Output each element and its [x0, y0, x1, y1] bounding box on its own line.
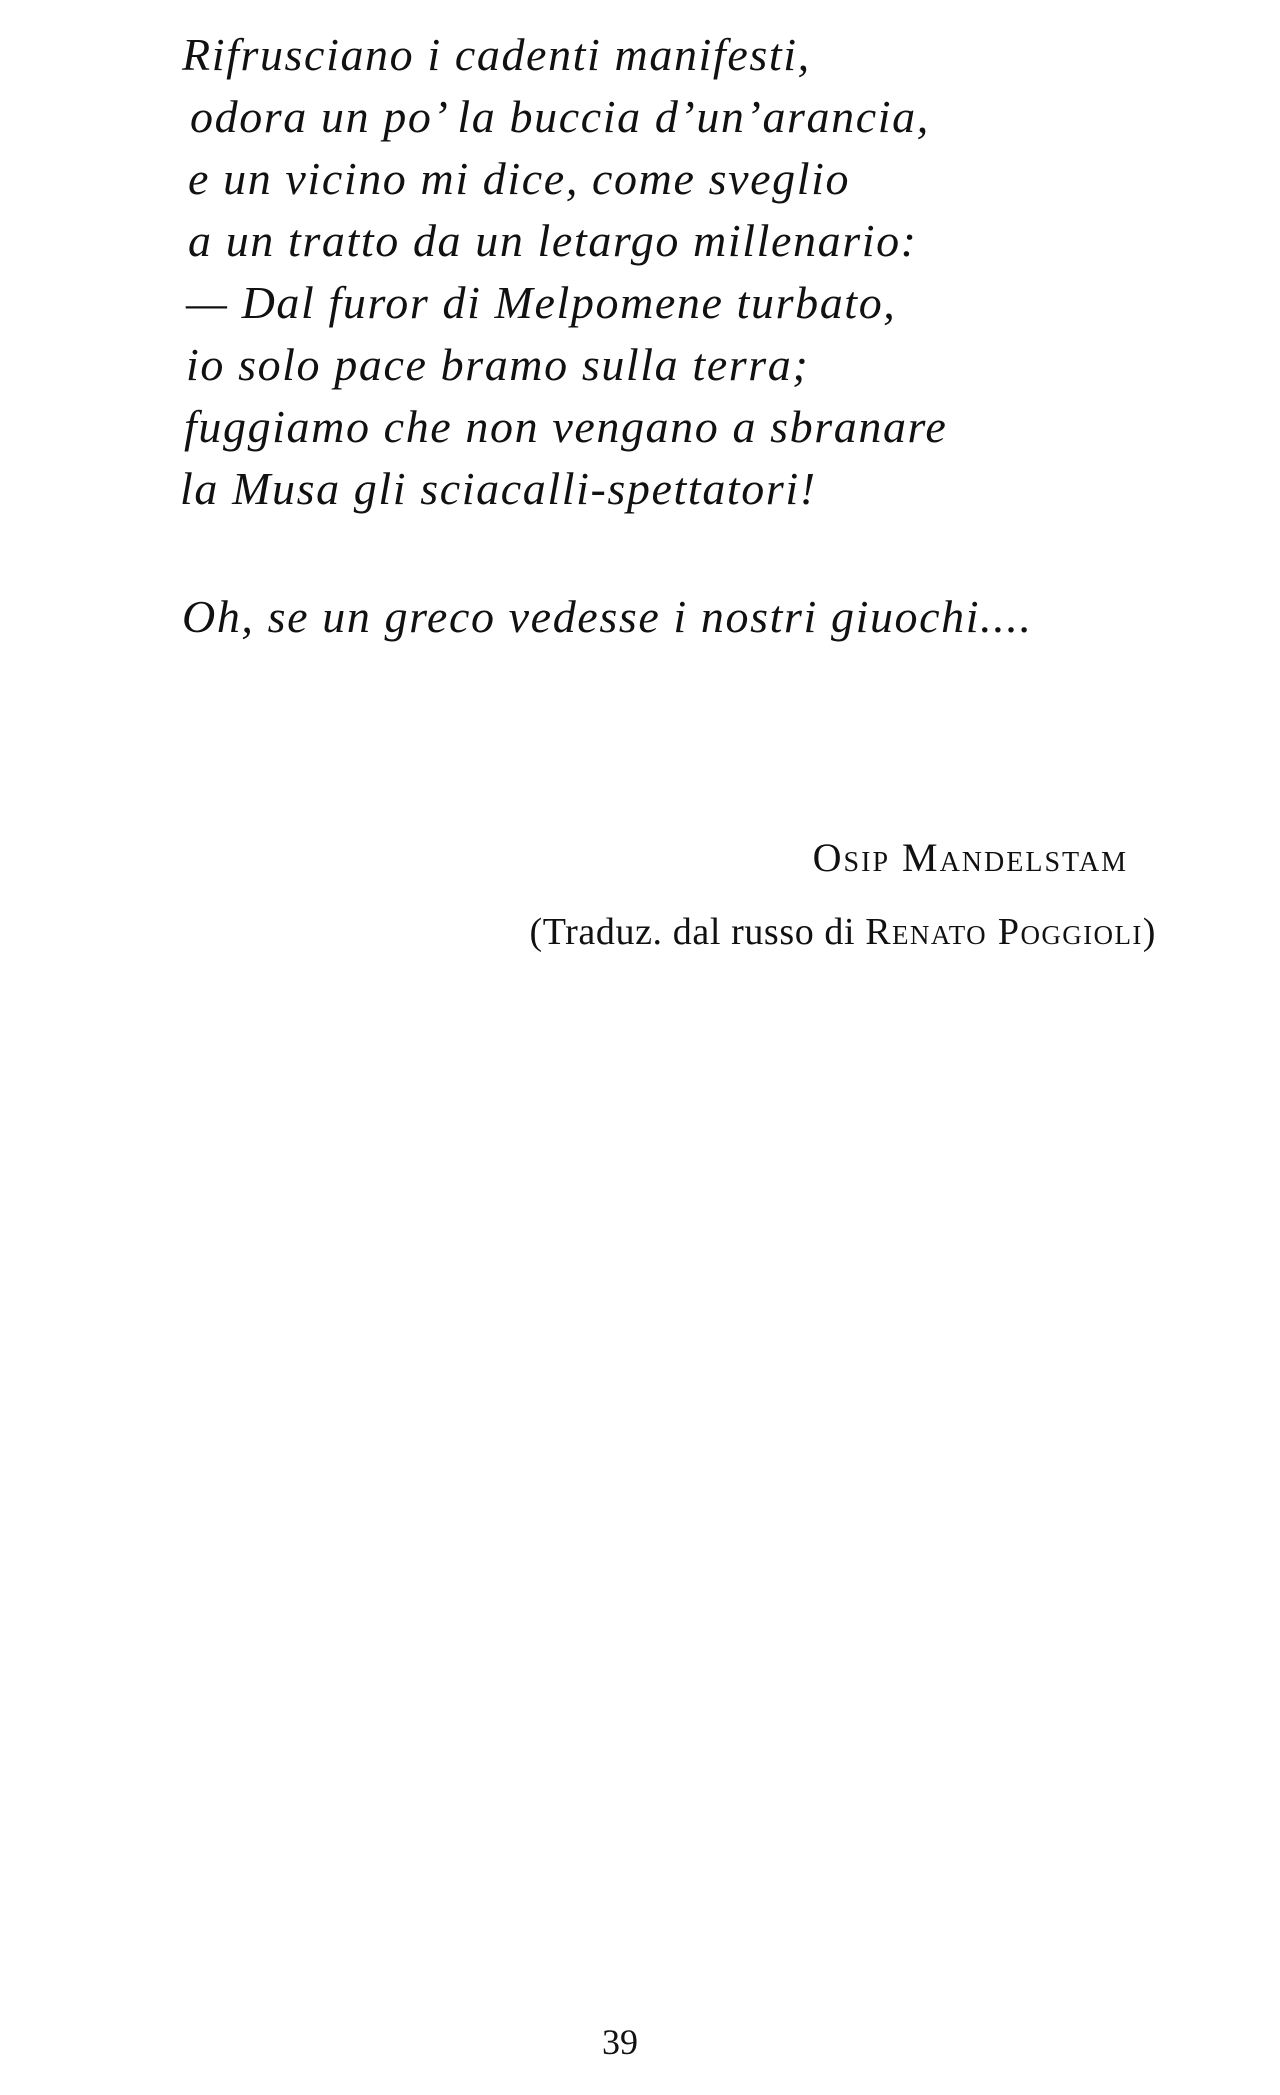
verse-line: io solo pace bramo sulla terra; [186, 339, 810, 390]
verse-line: la Musa gli sciacalli-spettatori! [180, 463, 817, 514]
verse-line: Rifrusciano i cadenti manifesti, [182, 29, 811, 80]
verse-line: fuggiamo che non vengano a sbranare [184, 401, 948, 452]
verse-line: — Dal furor di Melpomene turbato, [186, 277, 897, 328]
poem-stanza-1 [182, 24, 947, 520]
translator-suffix: ) [1142, 911, 1156, 953]
page-number: 39 [602, 2022, 638, 2062]
translator-prefix: (Traduz. dal russo di [529, 911, 866, 953]
author-name: Osip Mandelstam [812, 835, 1128, 880]
verse-line: Oh, se un greco vedesse i nostri giuochi.... [182, 591, 1033, 642]
translator-credit [529, 906, 1156, 958]
verse-line: e un vicino mi dice, come sveglio [188, 153, 851, 204]
verse-line: odora un po’ la buccia d’un’arancia, [190, 91, 930, 142]
translator-name: Renato Poggioli [865, 911, 1143, 953]
poem-stanza-2 [182, 586, 1033, 648]
verse-line: a un tratto da un letargo millenario: [188, 215, 918, 266]
